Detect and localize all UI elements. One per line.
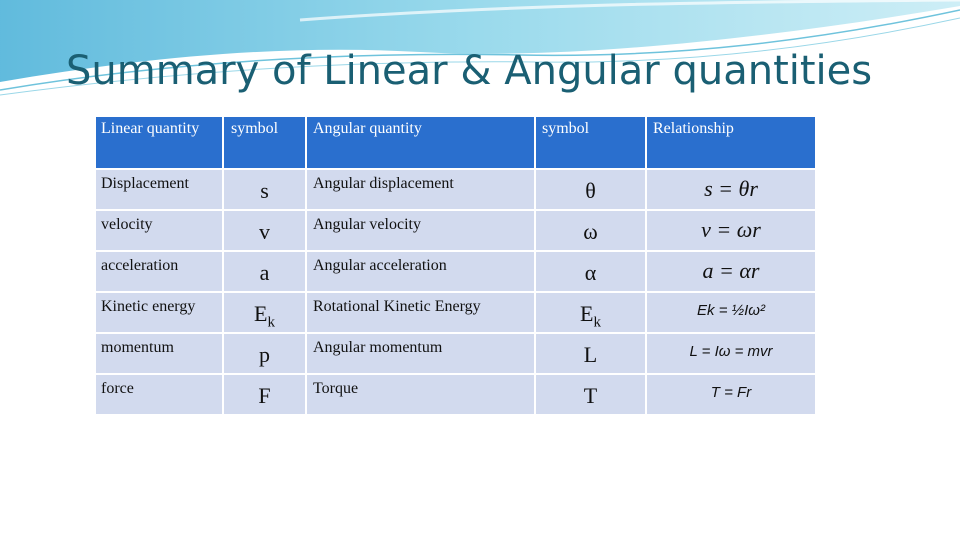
linear-symbol-cell: a — [224, 252, 305, 291]
relationship-formula: a = αr — [702, 258, 760, 283]
linear-quantity-cell: Displacement — [96, 170, 222, 209]
table-row — [96, 293, 815, 332]
relationship-cell — [647, 211, 815, 250]
relationship-cell — [647, 293, 815, 332]
table-header-row — [96, 117, 815, 168]
summary-table — [94, 115, 817, 416]
linear-symbol-cell: $E_k$ — [224, 293, 305, 332]
linear-symbol-cell: p — [224, 334, 305, 373]
linear-quantity-cell: velocity — [96, 211, 222, 250]
table-row — [96, 252, 815, 291]
angular-symbol-cell: ω — [536, 211, 645, 250]
relationship-formula: s = θr — [704, 176, 758, 201]
header-relationship: Relationship — [647, 117, 815, 168]
relationship-cell — [647, 375, 815, 414]
relationship-cell — [647, 170, 815, 209]
linear-quantity-cell: momentum — [96, 334, 222, 373]
header-angular-quantity: Angular quantity — [307, 117, 534, 168]
angular-symbol-cell: $E_k$ — [536, 293, 645, 332]
table-row — [96, 211, 815, 250]
angular-symbol-cell: L — [536, 334, 645, 373]
relationship-formula: T = Fr — [710, 384, 752, 401]
header-linear-quantity: Linear quantity — [96, 117, 222, 168]
angular-quantity-cell: Angular momentum — [307, 334, 534, 373]
angular-quantity-cell: Angular acceleration — [307, 252, 534, 291]
slide-title: Summary of Linear & Angular quantities — [66, 48, 873, 94]
linear-quantity-cell: force — [96, 375, 222, 414]
angular-symbol-cell: α — [536, 252, 645, 291]
table-row — [96, 334, 815, 373]
relationship-cell — [647, 334, 815, 373]
angular-quantity-cell: Torque — [307, 375, 534, 414]
relationship-formula: L = Iω = mvr — [689, 343, 773, 360]
relationship-cell — [647, 252, 815, 291]
linear-symbol-cell: v — [224, 211, 305, 250]
linear-quantity-cell: Kinetic energy — [96, 293, 222, 332]
linear-quantity-cell: acceleration — [96, 252, 222, 291]
relationship-formula: v = ωr — [701, 217, 761, 242]
header-linear-symbol: symbol — [224, 117, 305, 168]
header-angular-symbol: symbol — [536, 117, 645, 168]
angular-quantity-cell: Rotational Kinetic Energy — [307, 293, 534, 332]
angular-quantity-cell: Angular velocity — [307, 211, 534, 250]
linear-symbol-cell: F — [224, 375, 305, 414]
angular-symbol-cell: θ — [536, 170, 645, 209]
linear-symbol-cell: s — [224, 170, 305, 209]
table-row — [96, 375, 815, 414]
angular-quantity-cell: Angular displacement — [307, 170, 534, 209]
table-row — [96, 170, 815, 209]
angular-symbol-cell: T — [536, 375, 645, 414]
relationship-formula: Ek = ½Iω² — [697, 302, 765, 319]
